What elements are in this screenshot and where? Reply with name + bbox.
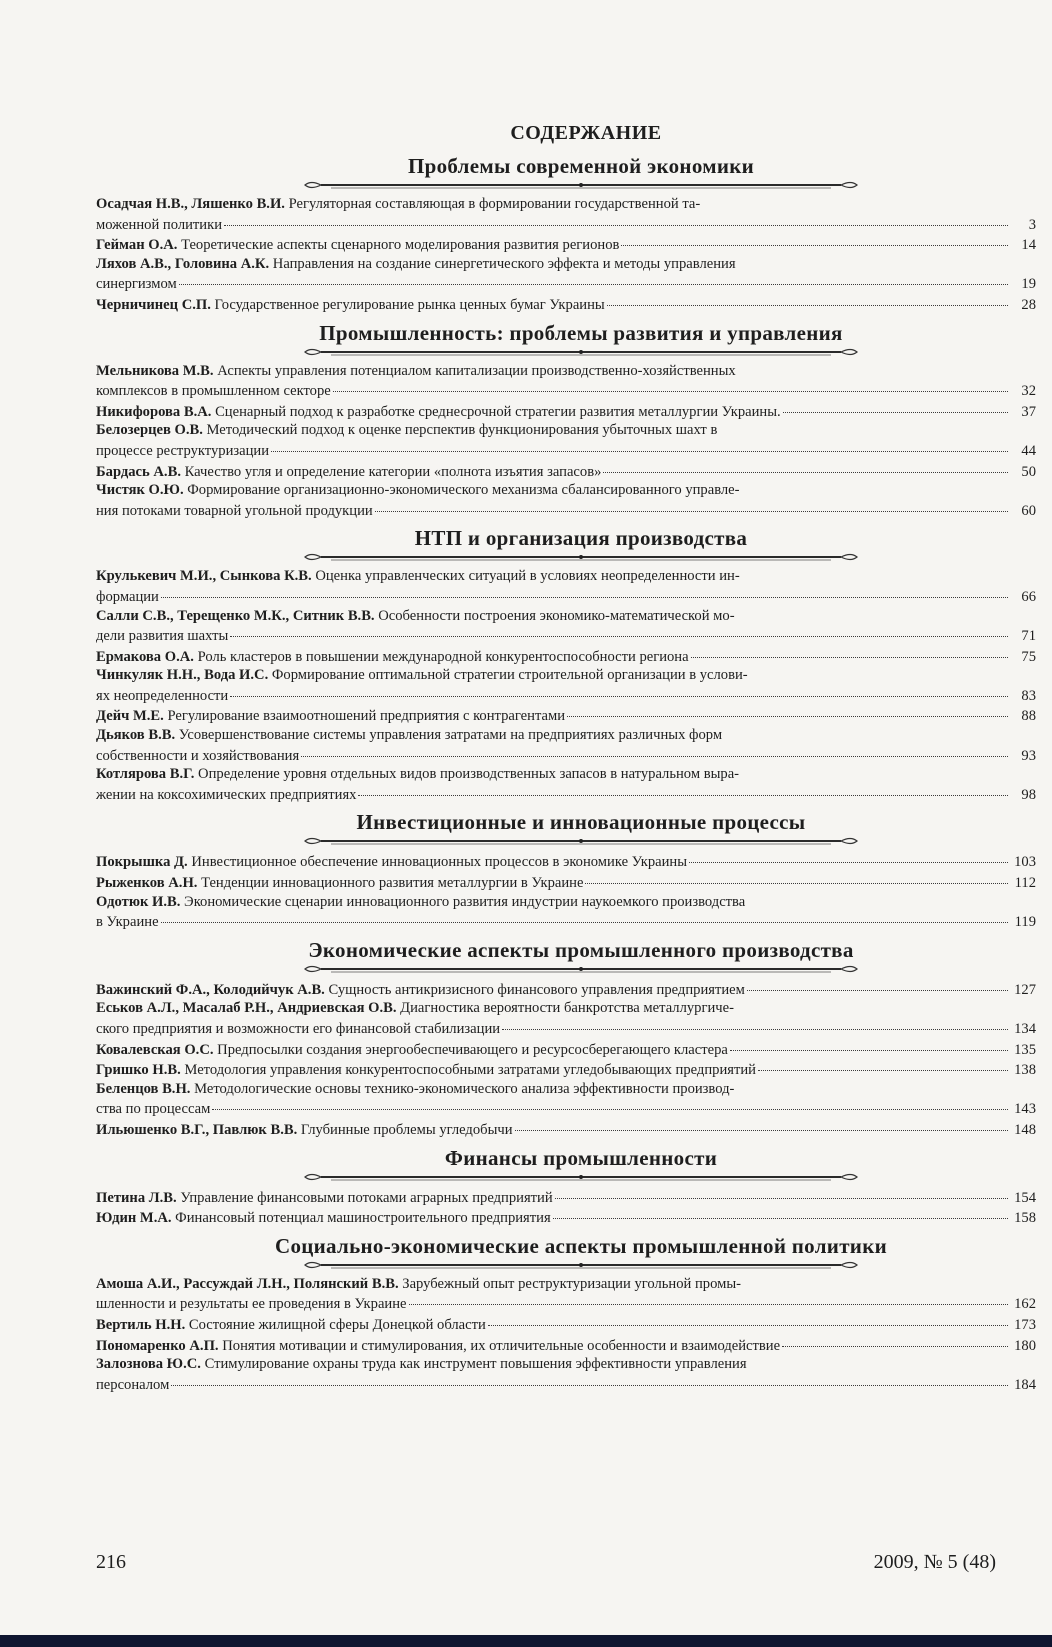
entry-title-last: ния потоками товарной угольной продукции bbox=[96, 502, 373, 519]
entry-authors: Котлярова В.Г. bbox=[96, 766, 195, 783]
entry-title-last: Роль кластеров в повышении международной конкурентоспособности региона bbox=[193, 648, 689, 665]
entry-text bbox=[96, 1061, 756, 1080]
leader-dots bbox=[271, 437, 1008, 452]
entry-title-first: Методологические основы технико-экономического анализа эффективности производ- bbox=[190, 1080, 735, 1097]
entry-authors: Юдин М.А. bbox=[96, 1210, 172, 1227]
entry-authors: Белозерцев О.В. bbox=[96, 422, 203, 439]
leader-dots bbox=[230, 622, 1008, 637]
ornament-divider-icon bbox=[301, 346, 861, 358]
toc-entry[interactable] bbox=[96, 666, 1036, 705]
entry-text bbox=[96, 1209, 551, 1228]
section-heading bbox=[96, 154, 1036, 191]
entry-authors: Ильюшенко В.Г., Павлюк В.В. bbox=[96, 1121, 298, 1138]
leader-dots bbox=[555, 1184, 1008, 1199]
entry-title-first: Диагностика вероятности банкротства металлургиче- bbox=[396, 1000, 734, 1017]
entry-last-line bbox=[96, 1207, 1036, 1228]
entry-page-number: 173 bbox=[1014, 1316, 1036, 1333]
entry-title-last: формации bbox=[96, 588, 159, 605]
entry-authors: Салли С.В., Терещенко М.К., Ситник В.В. bbox=[96, 607, 375, 624]
toc-entry[interactable] bbox=[96, 646, 1036, 667]
entry-authors: Чистяк О.Ю. bbox=[96, 482, 184, 499]
entry-title-last: синергизмом bbox=[96, 276, 177, 293]
ornament-divider-icon bbox=[301, 179, 861, 191]
toc-entry[interactable] bbox=[96, 726, 1036, 765]
entry-title-last: персоналом bbox=[96, 1376, 170, 1393]
entry-page-number: 98 bbox=[1021, 786, 1036, 803]
ornament-divider-icon bbox=[301, 963, 861, 975]
toc-entry[interactable] bbox=[96, 362, 1036, 401]
entry-title-last: Методология управления конкурентоспособными затратами угледобывающих предприятий bbox=[180, 1062, 756, 1079]
entry-last-line bbox=[96, 911, 1036, 932]
toc-section bbox=[96, 154, 1036, 315]
toc-section bbox=[96, 938, 1036, 1140]
entry-title-last: Государственное регулирование рынка ценных бумаг Украины bbox=[210, 296, 605, 313]
toc-entry[interactable] bbox=[96, 1080, 1036, 1119]
toc-entry[interactable] bbox=[96, 872, 1036, 893]
toc-section bbox=[96, 1234, 1036, 1395]
leader-dots bbox=[782, 1332, 1008, 1347]
entry-page-number: 154 bbox=[1014, 1189, 1036, 1206]
toc-section bbox=[96, 526, 1036, 804]
leader-dots bbox=[409, 1290, 1008, 1305]
leader-dots bbox=[730, 1036, 1008, 1051]
leader-dots bbox=[212, 1095, 1008, 1110]
entry-text bbox=[96, 1316, 486, 1335]
ornament-divider-icon bbox=[301, 1259, 861, 1271]
toc-entry[interactable] bbox=[96, 481, 1036, 520]
entry-text bbox=[96, 1041, 728, 1060]
entry-page-number: 119 bbox=[1014, 914, 1036, 931]
entry-title-first: Направления на создание синергетического эффекта и методы управления bbox=[269, 255, 736, 272]
entry-title-last: Тенденции инновационного развития металлургии в Украине bbox=[197, 875, 584, 892]
toc-entry[interactable] bbox=[96, 765, 1036, 804]
leader-dots bbox=[333, 377, 1008, 392]
leader-dots bbox=[161, 583, 1008, 598]
entry-authors: Залознова Ю.С. bbox=[96, 1356, 201, 1373]
entry-text bbox=[96, 296, 605, 315]
entry-page-number: 3 bbox=[1028, 216, 1036, 233]
entry-page-number: 60 bbox=[1021, 502, 1036, 519]
entry-page-number: 83 bbox=[1021, 687, 1036, 704]
leader-dots bbox=[691, 643, 1008, 658]
entry-text bbox=[96, 1189, 553, 1208]
entry-text bbox=[96, 236, 619, 255]
toc-section bbox=[96, 810, 1036, 931]
entry-last-line bbox=[96, 979, 1036, 1000]
entry-title-last: Качество угля и определение категории «полнота изъятия запасов» bbox=[180, 463, 602, 480]
entry-page-number: 32 bbox=[1021, 383, 1036, 400]
leader-dots bbox=[758, 1056, 1008, 1071]
entry-authors: Пономаренко А.П. bbox=[96, 1337, 219, 1354]
issue-label: 2009, № 5 (48) bbox=[873, 1551, 996, 1573]
entry-title-last: Регулирование взаимоотношений предприятия с контрагентами bbox=[163, 708, 566, 725]
entry-title-last: Сущность антикризисного финансового управления предприятием bbox=[324, 981, 745, 998]
entry-page-number: 103 bbox=[1014, 854, 1036, 871]
entry-title-last: моженной политики bbox=[96, 216, 223, 233]
ornament-divider-icon bbox=[301, 835, 861, 847]
entry-last-line bbox=[96, 745, 1036, 766]
entry-page-number: 66 bbox=[1021, 588, 1036, 605]
section-title: Экономические аспекты промышленного производства bbox=[308, 937, 854, 962]
entry-text bbox=[96, 874, 583, 893]
entry-last-line bbox=[96, 586, 1036, 607]
entry-authors: Еськов А.Л., Масалаб Р.Н., Андриевская О.В. bbox=[96, 1000, 397, 1017]
section-title: Финансы промышленности bbox=[444, 1145, 718, 1170]
toc-entry[interactable] bbox=[96, 1059, 1036, 1080]
entry-last-line bbox=[96, 294, 1036, 315]
entry-text bbox=[96, 1121, 513, 1140]
entry-last-line bbox=[96, 646, 1036, 667]
leader-dots bbox=[179, 270, 1008, 285]
entry-title-last: ства по процессам bbox=[96, 1101, 211, 1118]
entry-page-number: 127 bbox=[1014, 981, 1036, 998]
entry-page-number: 184 bbox=[1014, 1376, 1036, 1393]
toc-section bbox=[96, 321, 1036, 521]
ornament-divider-icon bbox=[301, 1171, 861, 1183]
entry-title-last: Предпосылки создания энергообеспечивающего и ресурсосберегающего кластера bbox=[213, 1041, 728, 1058]
leader-dots bbox=[603, 458, 1008, 473]
entry-title-last: комплексов в промышленном секторе bbox=[96, 383, 331, 400]
toc-entry[interactable] bbox=[96, 421, 1036, 460]
entry-authors: Амоша А.И., Рассуждай Л.Н., Полянский В.В. bbox=[96, 1275, 399, 1292]
entry-title-last: Состояние жилищной сферы Донецкой области bbox=[185, 1316, 486, 1333]
toc-entry[interactable] bbox=[96, 255, 1036, 294]
entry-page-number: 138 bbox=[1014, 1062, 1036, 1079]
entry-title-first: Оценка управленческих ситуаций в условиях неопределенности ин- bbox=[311, 568, 740, 585]
entry-title-last: собственности и хозяйствования bbox=[96, 747, 300, 764]
entry-title-last: жении на коксохимических предприятиях bbox=[96, 786, 357, 803]
leader-dots bbox=[607, 291, 1008, 306]
entry-page-number: 44 bbox=[1021, 442, 1036, 459]
ornament-divider-icon bbox=[301, 551, 861, 563]
toc-entry[interactable] bbox=[96, 401, 1036, 422]
toc-entry[interactable] bbox=[96, 979, 1036, 1000]
entry-authors: Дьяков В.В. bbox=[96, 727, 176, 744]
entry-title-last: Финансовый потенциал машиностроительного предприятия bbox=[171, 1210, 551, 1227]
entry-page-number: 158 bbox=[1014, 1210, 1036, 1227]
entry-title-last: Теоретические аспекты сценарного моделирования развития регионов bbox=[177, 237, 620, 254]
entry-title-last: Сценарный подход к разработке среднесрочной стратегии развития металлургии Украины. bbox=[211, 403, 781, 420]
toc-entry[interactable] bbox=[96, 461, 1036, 482]
entry-page-number: 88 bbox=[1021, 708, 1036, 725]
entry-page-number: 148 bbox=[1014, 1121, 1036, 1138]
leader-dots bbox=[553, 1204, 1008, 1219]
entry-authors: Ковалевская О.С. bbox=[96, 1041, 214, 1058]
entry-authors: Черничинец С.П. bbox=[96, 296, 211, 313]
entry-authors: Осадчая Н.В., Ляшенко В.И. bbox=[96, 196, 285, 212]
entry-last-line bbox=[96, 872, 1036, 893]
entry-title-last: дели развития шахты bbox=[96, 628, 229, 645]
toc-entry[interactable] bbox=[96, 234, 1036, 255]
entry-authors: Ермакова О.А. bbox=[96, 648, 194, 665]
entry-text bbox=[96, 648, 689, 667]
section-title: Инвестиционные и инновационные процессы bbox=[356, 810, 806, 835]
entry-authors: Важинский Ф.А., Колодийчук А.В. bbox=[96, 981, 325, 998]
section-heading bbox=[96, 321, 1036, 358]
entry-title-first: Зарубежный опыт реструктуризации угольной промы- bbox=[398, 1275, 742, 1292]
section-heading bbox=[96, 938, 1036, 975]
entry-text bbox=[96, 981, 745, 1000]
entry-title-last: ях неопределенности bbox=[96, 687, 229, 704]
section-heading bbox=[96, 810, 1036, 847]
leader-dots bbox=[515, 1116, 1008, 1131]
entry-page-number: 75 bbox=[1021, 648, 1036, 665]
toc-entry[interactable] bbox=[96, 1207, 1036, 1228]
toc-entry[interactable] bbox=[96, 567, 1036, 606]
entry-page-number: 134 bbox=[1014, 1021, 1036, 1037]
entry-title-first: Экономические сценарии инновационного развития индустрии наукоемкого производства bbox=[180, 893, 746, 910]
toc-entry[interactable] bbox=[96, 1119, 1036, 1140]
entry-last-line bbox=[96, 500, 1036, 521]
toc-entry[interactable] bbox=[96, 195, 1036, 234]
entry-last-line bbox=[96, 1059, 1036, 1080]
entry-title-last: Глубинные проблемы угледобычи bbox=[297, 1121, 513, 1138]
entry-authors: Дейч М.Е. bbox=[96, 708, 164, 725]
toc-entry[interactable] bbox=[96, 705, 1036, 726]
leader-dots bbox=[567, 702, 1008, 717]
section-title: Проблемы современной экономики bbox=[407, 154, 755, 178]
entry-page-number: 28 bbox=[1021, 296, 1036, 313]
leader-dots bbox=[585, 869, 1008, 884]
leader-dots bbox=[358, 781, 1008, 796]
page-number: 216 bbox=[96, 1551, 126, 1573]
entry-last-line bbox=[96, 234, 1036, 255]
page-title: СОДЕРЖАНИЕ bbox=[510, 122, 662, 144]
entry-title-last: процессе реструктуризации bbox=[96, 442, 270, 459]
entry-authors: Бардась А.В. bbox=[96, 463, 181, 480]
entry-authors: Ляхов А.В., Головина А.К. bbox=[96, 255, 270, 272]
entry-authors: Одотюк И.В. bbox=[96, 893, 181, 910]
entry-page-number: 14 bbox=[1021, 237, 1036, 254]
leader-dots bbox=[230, 682, 1008, 697]
section-title: Социально-экономические аспекты промышленной политики bbox=[274, 1233, 888, 1258]
entry-text bbox=[96, 707, 565, 726]
entry-last-line bbox=[96, 1335, 1036, 1356]
leader-dots bbox=[171, 1371, 1008, 1386]
entry-text bbox=[96, 463, 601, 482]
entry-last-line bbox=[96, 1374, 1036, 1395]
leader-dots bbox=[375, 497, 1008, 512]
entry-title-first: Аспекты управления потенциалом капитализации производственно-хозяйственных bbox=[213, 362, 736, 379]
entry-title-last: ского предприятия и возможности его финансовой стабилизации bbox=[96, 1021, 501, 1037]
entry-title-first: Определение уровня отдельных видов производственных запасов в натуральном выра- bbox=[194, 766, 740, 783]
entry-last-line bbox=[96, 1119, 1036, 1140]
entry-page-number: 37 bbox=[1021, 403, 1036, 420]
entry-title-last: Понятия мотивации и стимулирования, их отличительные особенности и взаимодействие bbox=[218, 1337, 781, 1354]
entry-page-number: 71 bbox=[1021, 628, 1036, 645]
entry-page-number: 112 bbox=[1014, 875, 1036, 892]
leader-dots bbox=[301, 742, 1008, 757]
section-heading bbox=[96, 1146, 1036, 1183]
entry-authors: Никифорова В.А. bbox=[96, 403, 212, 420]
section-heading bbox=[96, 1234, 1036, 1271]
entry-last-line bbox=[96, 401, 1036, 422]
section-title: Промышленность: проблемы развития и управления bbox=[319, 320, 843, 345]
toc-entry[interactable] bbox=[96, 1335, 1036, 1356]
entry-text bbox=[96, 1337, 780, 1356]
entry-title-last: Управление финансовыми потоками аграрных предприятий bbox=[176, 1189, 553, 1206]
entry-page-number: 180 bbox=[1014, 1337, 1036, 1354]
entry-authors: Вертиль Н.Н. bbox=[96, 1316, 186, 1333]
entry-title-last: шленности и результаты ее проведения в Украине bbox=[96, 1296, 407, 1313]
entry-authors: Гейман О.А. bbox=[96, 237, 178, 254]
entry-page-number: 19 bbox=[1021, 276, 1036, 293]
entry-authors: Петина Л.В. bbox=[96, 1189, 177, 1206]
entry-authors: Беленцов В.Н. bbox=[96, 1080, 191, 1097]
entry-title-last: в Украине bbox=[96, 914, 159, 931]
entry-authors: Крулькевич М.И., Сынкова К.В. bbox=[96, 568, 312, 585]
entry-title-first: Усовершенствование системы управления затратами на предприятиях различных форм bbox=[175, 727, 723, 744]
entry-title-first: Стимулирование охраны труда как инструмент повышения эффективности управления bbox=[200, 1356, 747, 1373]
toc-entry[interactable] bbox=[96, 893, 1036, 932]
entry-page-number: 135 bbox=[1014, 1041, 1036, 1058]
toc-entry[interactable] bbox=[96, 607, 1036, 646]
table-of-contents bbox=[96, 122, 1036, 1394]
entry-text bbox=[96, 403, 781, 422]
toc-entry[interactable] bbox=[96, 1355, 1036, 1394]
toc-entry[interactable] bbox=[96, 1275, 1036, 1314]
scan-edge bbox=[0, 1635, 1052, 1647]
leader-dots bbox=[502, 1015, 1008, 1030]
entry-title-last: Инвестиционное обеспечение инновационных процессов в экономике Украины bbox=[187, 854, 688, 871]
leader-dots bbox=[224, 211, 1008, 226]
leader-dots bbox=[747, 976, 1008, 991]
entry-authors: Гришко Н.В. bbox=[96, 1062, 181, 1079]
entry-page-number: 93 bbox=[1021, 747, 1036, 764]
toc-entry[interactable] bbox=[96, 999, 1036, 1038]
leader-dots bbox=[783, 398, 1008, 413]
leader-dots bbox=[689, 848, 1008, 863]
leader-dots bbox=[621, 231, 1008, 246]
entry-page-number: 50 bbox=[1021, 463, 1036, 480]
leader-dots bbox=[161, 908, 1008, 923]
entry-authors: Чинкуляк Н.Н., Вода И.С. bbox=[96, 667, 269, 684]
entry-title-first: Методический подход к оценке перспектив функционирования убыточных шахт в bbox=[202, 422, 718, 439]
toc-section bbox=[96, 1146, 1036, 1228]
entry-title-first: Особенности построения экономико-математической мо- bbox=[374, 607, 735, 624]
entry-title-first: Формирование оптимальной стратегии строительной организации в услови- bbox=[268, 667, 748, 684]
entry-authors: Покрышка Д. bbox=[96, 854, 188, 871]
leader-dots bbox=[488, 1311, 1008, 1326]
toc-entry[interactable] bbox=[96, 294, 1036, 315]
entry-title-first: Формирование организационно-экономического механизма сбалансированного управле- bbox=[183, 482, 740, 499]
entry-authors: Рыженков А.Н. bbox=[96, 875, 198, 892]
entry-authors: Мельникова М.В. bbox=[96, 362, 214, 379]
sections-container bbox=[96, 154, 1036, 1394]
entry-last-line bbox=[96, 784, 1036, 805]
entry-last-line bbox=[96, 461, 1036, 482]
entry-page-number: 162 bbox=[1014, 1296, 1036, 1313]
entry-title-first: Регуляторная составляющая в формировании государственной та- bbox=[284, 196, 701, 212]
section-heading bbox=[96, 526, 1036, 563]
entry-page-number: 143 bbox=[1014, 1101, 1036, 1118]
entry-last-line bbox=[96, 705, 1036, 726]
section-title: НТП и организация производства bbox=[414, 526, 748, 551]
